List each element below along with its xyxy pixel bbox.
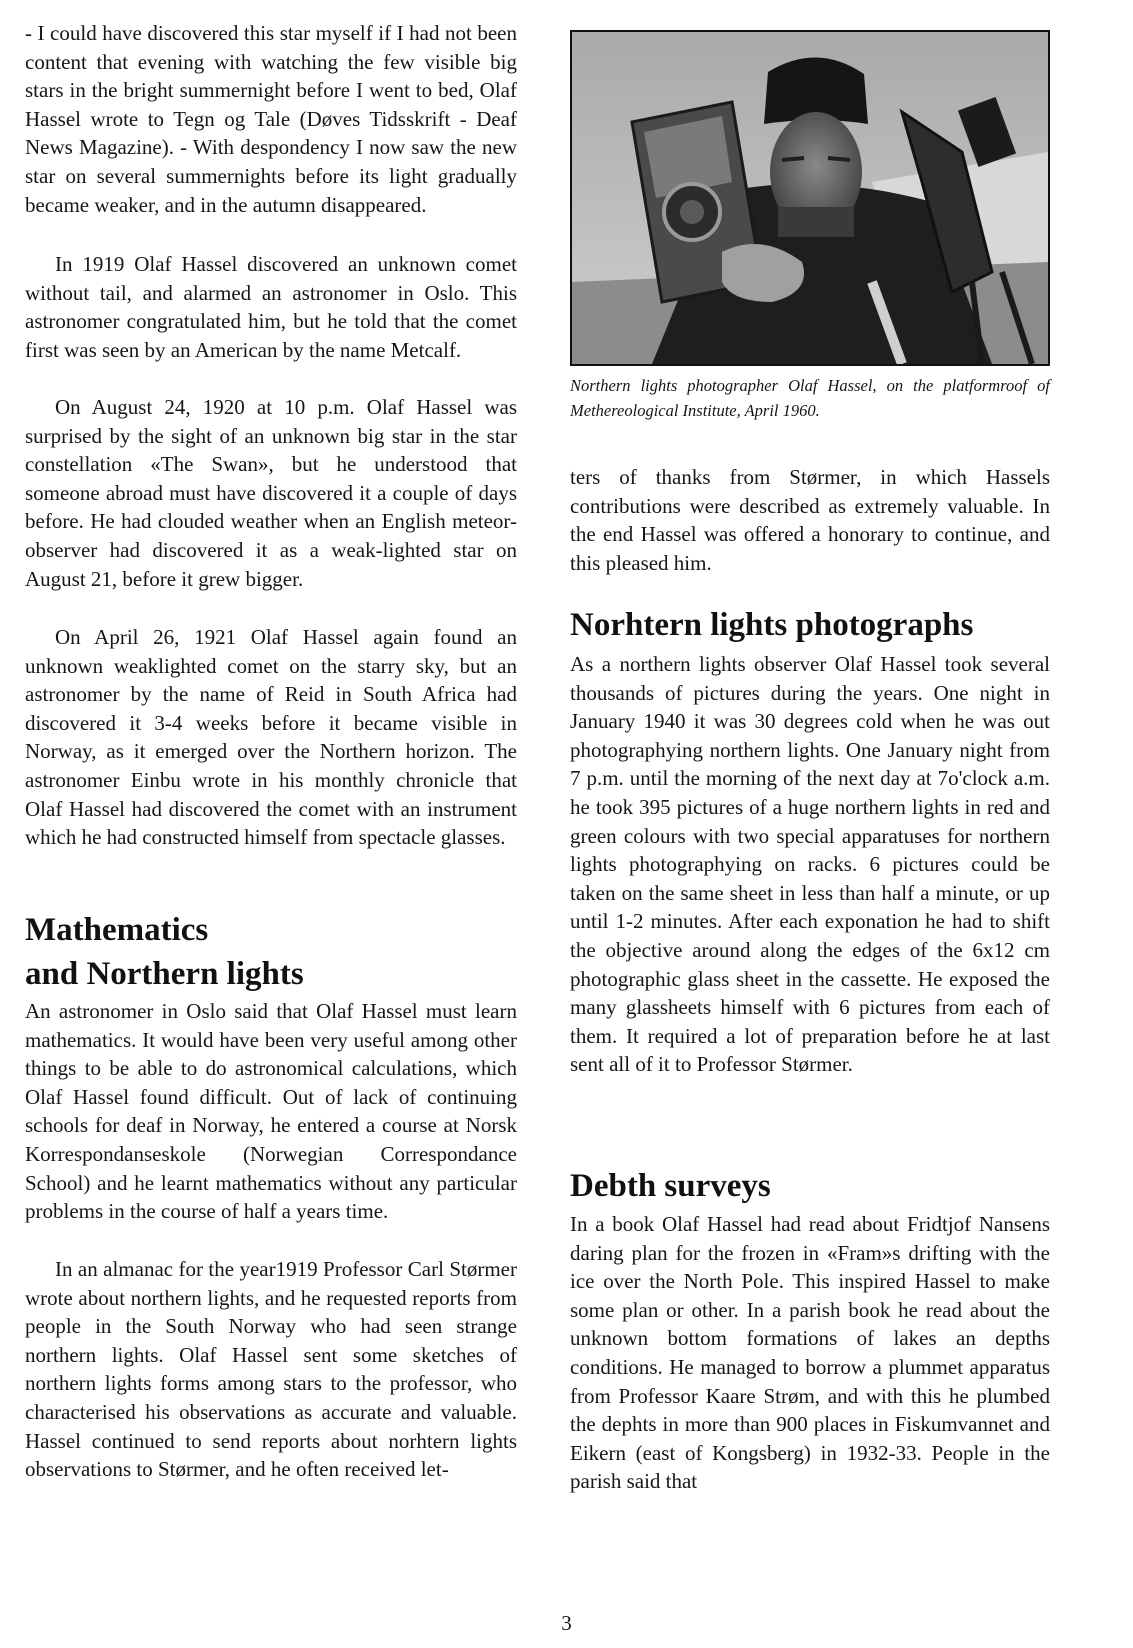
paragraph: On April 26, 1921 Olaf Hassel again found an unknown weaklighted comet on the starry sky, but an astronomer by the name of Reid in South Africa had discovered it 3-4 weeks before it became visible in Norway, as it emerged over the Northern horizon. The astronomer Einbu wrote in his monthly chronicle that Olaf Hassel had discovered the comet with an instrument which he had constructed himself from spectacle glasses.: [25, 625, 517, 850]
paragraph: ters of thanks from Størmer, in which Hassels contributions were described as extremely valuable. In the end Hassel was offered a honorary to continue, and this pleased him.: [570, 465, 1050, 575]
photographer-with-camera-image: [572, 32, 1048, 364]
section-heading-line-1: Mathematics: [25, 912, 209, 948]
portrait-photograph: [570, 30, 1050, 366]
paragraph: As a northern lights observer Olaf Hassel took several thousands of pictures during the years. One night in January 1940 it was 30 degrees cold when he was out photographying northern lights. One January night from 7 p.m. until the morning of the next day at 7o'clock a.m. he took 395 pictures of a huge northern lights in red and green colours with two special apparatuses for northern lights photographying on racks. 6 pictures could be taken on the same sheet in less than half a minute, or up until 1-2 minutes. After each exponation he had to shift the objective around along the edges of the 6x12 cm photographic glass sheet in the cassette. He exposed the many glassheets himself with 6 pictures from each of them. It required a lot of preparation before he at last sent all of it to Professor Størmer.: [570, 652, 1050, 1077]
paragraph: On August 24, 1920 at 10 p.m. Olaf Hassel was surprised by the sight of an unknown big star in the star constellation «The Swan», but he understood that someone abroad must have discovered it a couple of days before. He had clouded weather when an English meteor- observer had discovered it as a weak-lighted star on August 21, before it grew bigger.: [25, 395, 517, 591]
paragraph: - I could have discovered this star myself if I had not been content that evening with watching the few visible big stars in the bright summernight before I went to bed, Olaf Hassel wrote to Tegn og Tale (Døves Tidsskrift - Deaf News Magazine). - With despondency I now saw the new star on several summernights before its light gradually became weaker, and in the autumn disappeared.: [25, 21, 517, 217]
paragraph: In an almanac for the year1919 Professor Carl Størmer wrote about northern lights, and he requested reports from people in the South Norway who had seen strange northern lights. Olaf Hassel sent some sketches of northern lights forms among stars to the professor, who characterised his observations as accurate and valuable. Hassel continued to send reports about norhtern lights observations to Størmer, and he often received let-: [25, 1257, 517, 1482]
section-heading: Debth surveys: [570, 1168, 771, 1204]
section-heading: Norhtern lights photographs: [570, 607, 974, 643]
section-heading-line-2: and Northern lights: [25, 956, 304, 992]
paragraph: In a book Olaf Hassel had read about Fridtjof Nansens daring plan for the frozen in «Fram»s drifting with the ice over the North Pole. This inspired Hassel to make some plan or other. In a parish book he read about the unknown bottom formations of lakes an depths conditions. He managed to borrow a plummet apparatus from Professor Kaare Strøm, and with this he plumbed the dephts in more than 900 places in Fiskumvannet and Eikern (east of Kongsberg) in 1932-33. People in the parish said that: [570, 1212, 1050, 1494]
photo-caption: Northern lights photographer Olaf Hassel, on the platformroof of Methereological Institute, April 1960.: [570, 376, 1050, 420]
paragraph: An astronomer in Oslo said that Olaf Hassel must learn mathematics. It would have been very useful among other things to be able to do astronomical calculations, which Olaf Hassel found difficult. Out of lack of continuing schools for deaf in Norway, he entered a course at Norsk Korrespondanseskole (Norwegian Correspondance School) and he learnt mathematics without any particular problems in the course of half a years time.: [25, 999, 517, 1224]
page-number: 3: [561, 1611, 572, 1635]
paragraph: In 1919 Olaf Hassel discovered an unknown comet without tail, and alarmed an astronomer in Oslo. This astronomer congratulated him, but he told that the comet first was seen by an American by the name Metcalf.: [25, 252, 517, 362]
